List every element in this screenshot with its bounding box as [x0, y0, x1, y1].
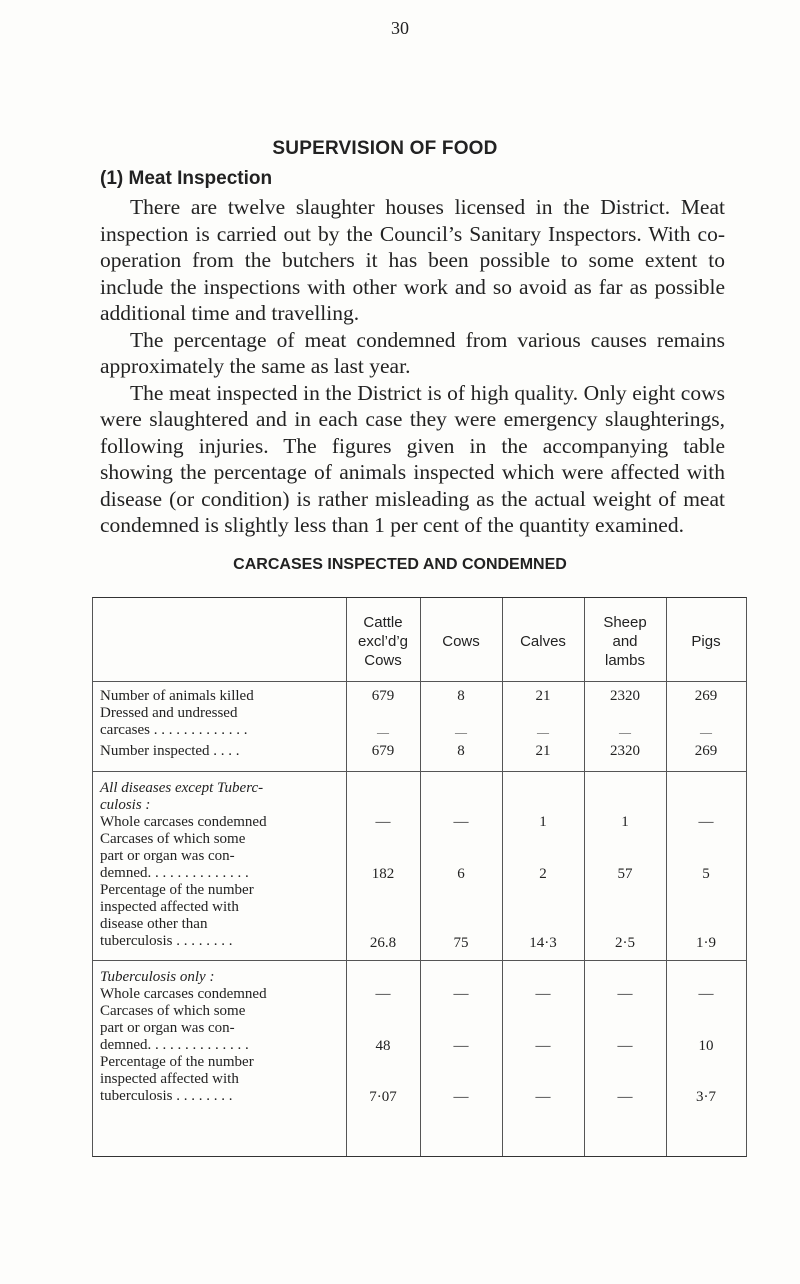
row-label-killed: Number of animals killed [100, 688, 254, 704]
table-cell: 679 [371, 743, 395, 759]
row-label-tb-part: part or organ was con- [100, 1020, 235, 1036]
table-cell: — [617, 986, 633, 1002]
table-cell: 1·9 [696, 935, 716, 951]
col-header-cows: Cows [442, 633, 480, 650]
row-label-dressed: carcases . . . . . . . . . . . . . [100, 722, 248, 738]
row-label-dressed: Dressed and undressed [100, 705, 238, 721]
table-cell: — [453, 1089, 469, 1105]
table-cell: — [619, 725, 631, 739]
table-cell: — [535, 1089, 551, 1105]
table-cell: 2 [539, 866, 547, 882]
page-number: 30 [391, 18, 409, 38]
col-header-pigs: Pigs [691, 633, 721, 650]
table-cell: — [453, 1038, 469, 1054]
table-cell: 1 [539, 814, 547, 830]
table-cell: — [377, 725, 389, 739]
row-label-percentage: tuberculosis . . . . . . . . [100, 933, 233, 949]
table-cell: 679 [371, 688, 395, 704]
row-label-part: Carcases of which some [100, 831, 246, 847]
table-cell: 75 [453, 935, 469, 951]
row-label-tb-percentage: tuberculosis . . . . . . . . [100, 1088, 233, 1104]
table-cell: 7·07 [369, 1089, 397, 1105]
body-text [100, 194, 725, 539]
row-divider [93, 681, 746, 682]
row-label-tb-part: demned. . . . . . . . . . . . . . [100, 1037, 249, 1053]
paragraph: The meat inspected in the District is of high quality. Only eight cows were slaughtered and in each case they were emergency slaughterings, following injuries. The figures given in the accompanying table showing the percentage of animals inspected which were affected with disease (or condition) is rather misleading as the actual weight of meat condemned is slightly less than 1 per cent of the quantity examined. [100, 380, 725, 537]
paragraph: There are twelve slaughter houses licensed in the District. Meat inspection is carried out by the Council’s Sanitary Inspectors. With co-operation from the butchers it has been possible to some extent to include the inspections with other work and so avoid as far as possible additional time and travelling. [100, 195, 725, 325]
row-label-tb-percentage: inspected affected with [100, 1071, 239, 1087]
table-cell: 57 [617, 866, 633, 882]
row-label-part: demned. . . . . . . . . . . . . . [100, 865, 249, 881]
row-label-tb-percentage: Percentage of the number [100, 1054, 254, 1070]
table-cell: — [698, 986, 714, 1002]
table-cell: — [698, 814, 714, 830]
table-cell: — [617, 1038, 633, 1054]
row-label-percentage: Percentage of the number [100, 882, 254, 898]
row-label-tb-part: Carcases of which some [100, 1003, 246, 1019]
table-cell: — [375, 986, 391, 1002]
row-divider [93, 771, 746, 772]
table-cell: 8 [457, 688, 465, 704]
paragraph: The percentage of meat condemned from various causes remains approximately the same as last year. [100, 327, 725, 378]
table-cell: 1 [621, 814, 629, 830]
row-label-percentage: inspected affected with [100, 899, 239, 915]
table-cell: 2320 [610, 688, 640, 704]
table-cell: 10 [698, 1038, 714, 1054]
table-cell: — [453, 814, 469, 830]
table-cell: 14·3 [529, 935, 557, 951]
table-cell: — [700, 725, 712, 739]
table-cell: 3·7 [696, 1089, 716, 1105]
carcases-table [92, 597, 747, 1157]
row-divider [93, 960, 746, 961]
table-cell: 5 [702, 866, 710, 882]
table-cell: 2·5 [615, 935, 635, 951]
page-heading: SUPERVISION OF FOOD [272, 138, 498, 159]
row-label-inspected: Number inspected . . . . [100, 743, 240, 759]
table-cell: — [453, 986, 469, 1002]
table-cell: 182 [371, 866, 395, 882]
table-title: CARCASES INSPECTED AND CONDEMNED [233, 556, 567, 573]
table-cell: — [375, 814, 391, 830]
section-label-all-diseases: culosis : [100, 797, 151, 813]
table-cell: 21 [535, 688, 551, 704]
section-label-tuberculosis: Tuberculosis only : [100, 969, 215, 985]
table-cell: 269 [694, 743, 718, 759]
row-label-whole: Whole carcases condemned [100, 814, 267, 830]
col-header-calves: Calves [520, 633, 566, 650]
table-cell: 8 [457, 743, 465, 759]
table-cell: 21 [535, 743, 551, 759]
table-cell: — [537, 725, 549, 739]
table-cell: 2320 [610, 743, 640, 759]
section-heading: (1) Meat Inspection [100, 168, 273, 189]
row-label-tb-whole: Whole carcases condemned [100, 986, 267, 1002]
table-cell: 269 [694, 688, 718, 704]
row-label-percentage: disease other than [100, 916, 208, 932]
row-label-part: part or organ was con- [100, 848, 235, 864]
col-header-sheep: Sheep and lambs [603, 614, 647, 669]
table-cell: — [617, 1089, 633, 1105]
table-cell: — [535, 986, 551, 1002]
table-cell: — [535, 1038, 551, 1054]
section-label-all-diseases: All diseases except Tuberc- [100, 780, 264, 796]
table-cell: 6 [457, 866, 465, 882]
table-cell: — [455, 725, 467, 739]
col-header-cattle: Cattle excl’d’g Cows [357, 614, 409, 669]
table-cell: 48 [375, 1038, 391, 1054]
table-cell: 26.8 [369, 935, 397, 951]
